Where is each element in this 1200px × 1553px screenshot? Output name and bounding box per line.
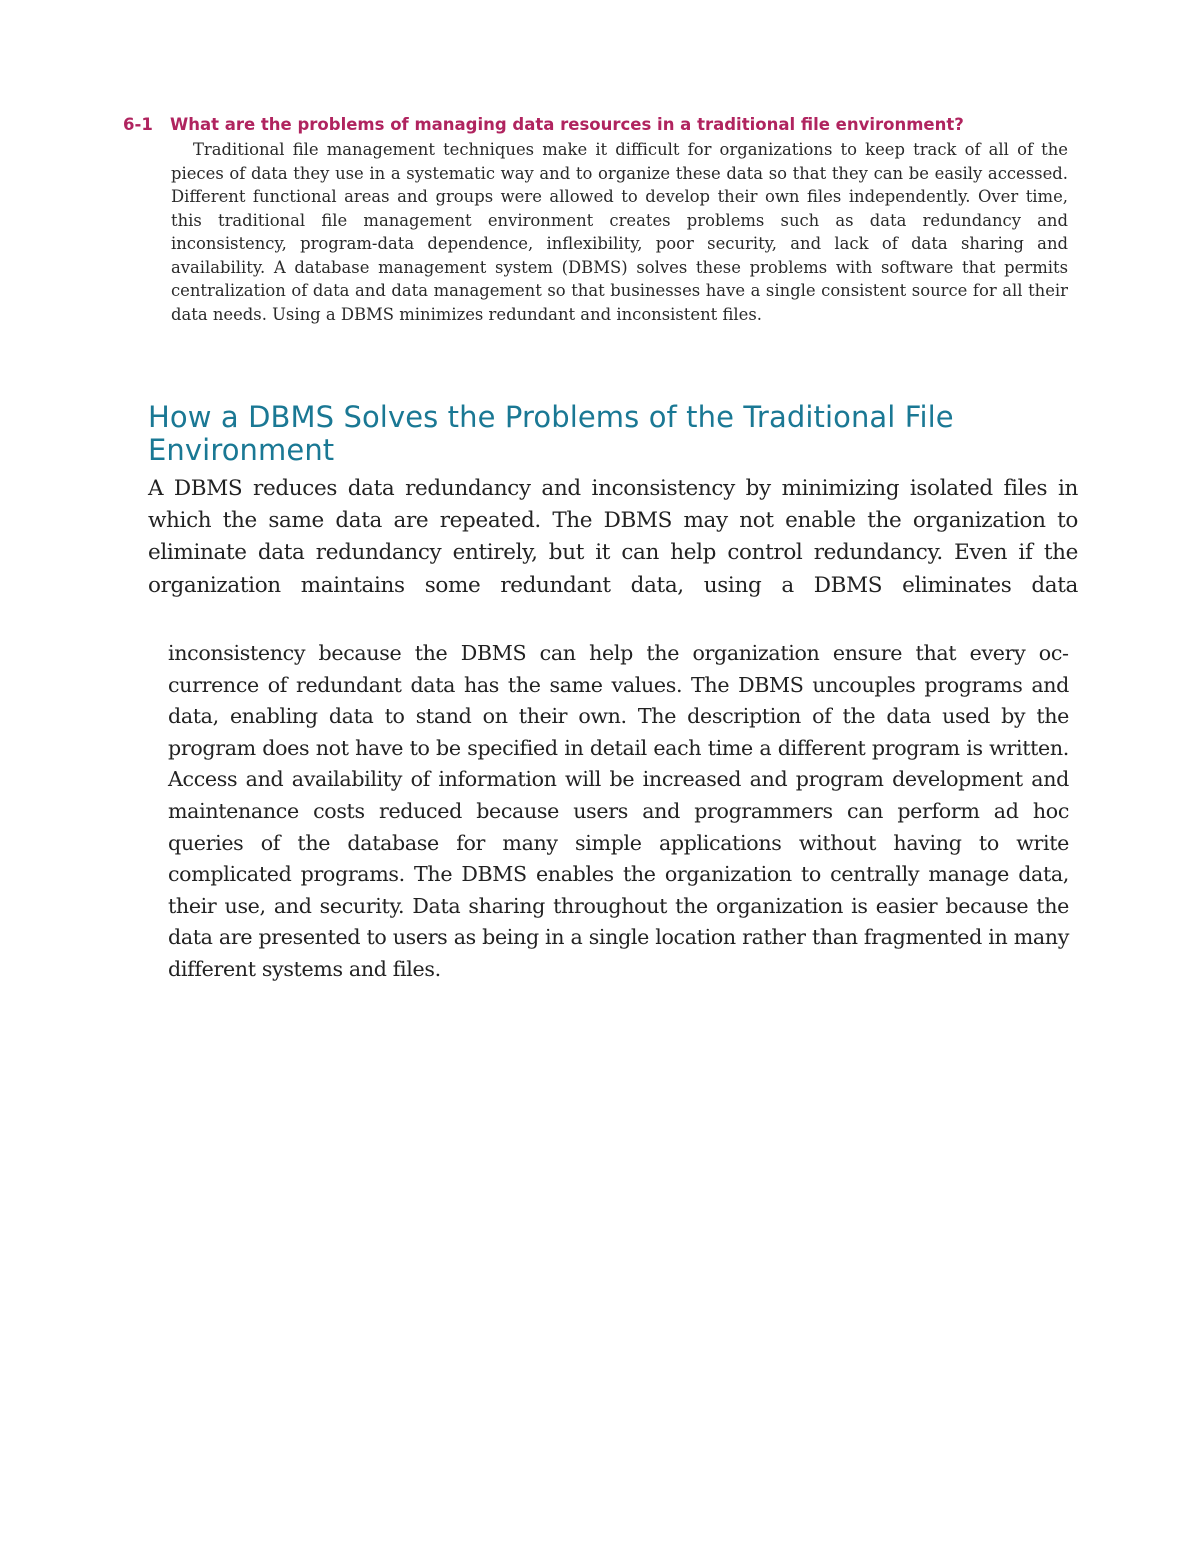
question-number: 6-1 xyxy=(123,115,153,134)
question-answer-paragraph: Traditional file management techniques make it difficult for organizations to keep track of all of the pieces of data they use in a systematic way and to organize these data so that they can be easily accessed. Different functional areas and groups were allowed to develop their own files independently. Over time, this traditional file management environment creates problems such as data redundancy and inconsistency, program-data dependence, inflexibility, poor security, and lack of data sharing and availability. A database management system (DBMS) solves these problems with software that permits centralization of data and data management so that businesses have a single consistent source for all their data needs. Using a DBMS minimizes redundant and inconsistent files. xyxy=(171,140,1068,324)
section-heading: How a DBMS Solves the Problems of the Traditional File Environment xyxy=(148,400,954,467)
review-question-block xyxy=(123,112,1073,326)
section-body-paragraph: inconsistency because the DBMS can help the organization ensure that every occurrence of redundant data has the same values. The DBMS uncouples programs and data, enabling data to stand on their own. The description of the data used by the program does not have to be specified in detail each time a different program is written. Access and availability of information will be increased and program development and maintenance costs reduced because users and programmers can perform ad hoc queries of the database for many simple applications without having to write complicated programs. The DBMS enables the organization to centrally manage data, their use, and security. Data sharing throughout the organization is easier because the data are presented to users as being in a single location rather than fragmented in many different systems and files. xyxy=(168,641,1069,981)
review-question-heading xyxy=(123,112,1073,138)
question-title: What are the problems of managing data resources in a traditional file environment? xyxy=(170,115,964,134)
section-intro-paragraph: A DBMS reduces data redundancy and inconsistency by minimizing isolated files in which the same data are repeated. The DBMS may not enable the organization to eliminate data redundancy entirely, but it can help control redundancy. Even if the organization maintains some redundant data, using a DBMS eliminates data xyxy=(148,476,1078,598)
